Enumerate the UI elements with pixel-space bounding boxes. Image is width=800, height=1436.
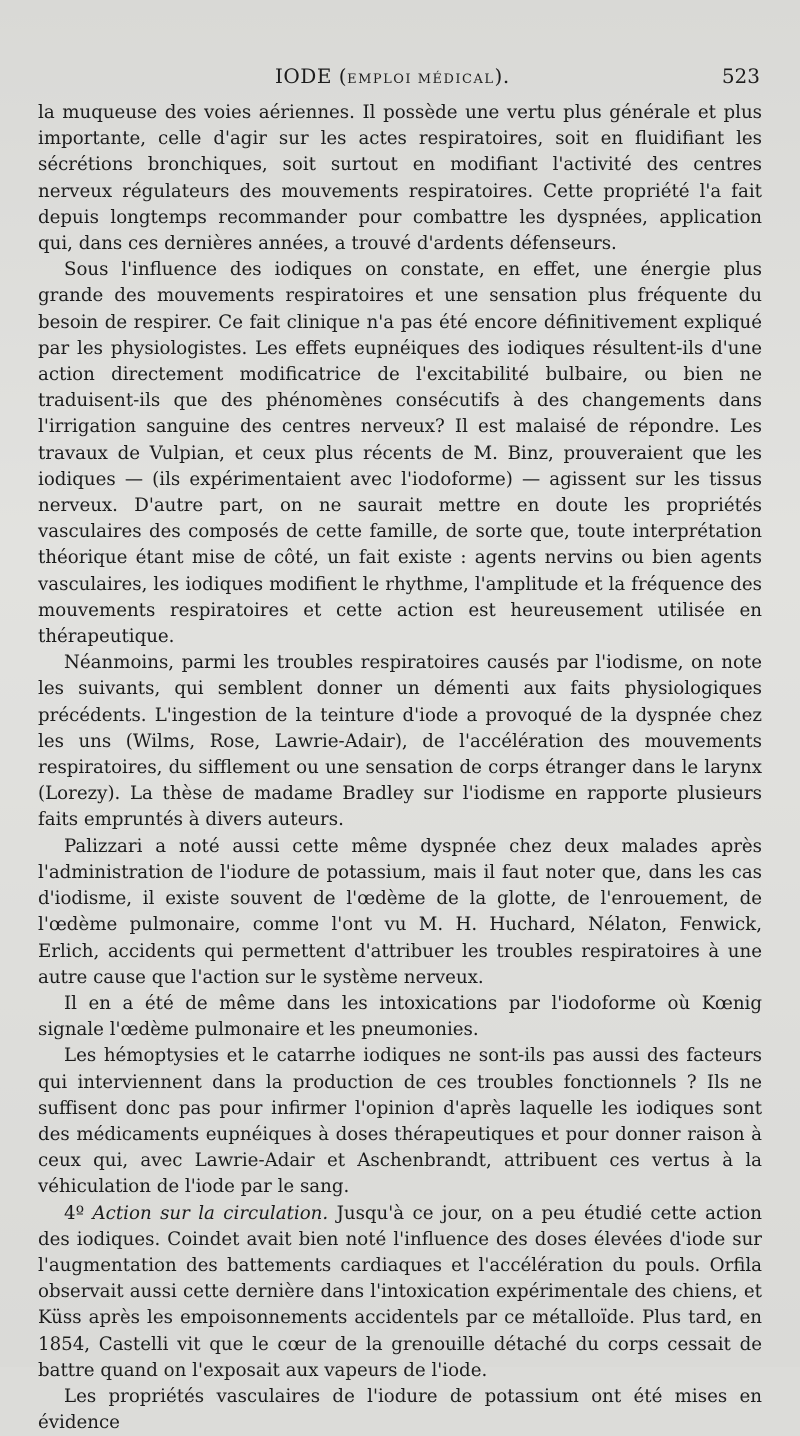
section-text: Jusqu'à ce jour, on a peu étudié cette action des iodiques. Coindet avait bien noté l'influence des doses élevées d'iode sur l'augmentation des battements cardiaques et l'accélération du pouls. Orfila observait aussi cette dernière dans l'intoxication expérimentale des chiens, et Küss après les empoisonnements accidentels par ce métalloïde. Plus tard, en 1854, Castelli vit que le cœur de la grenouille détaché du corps cessait de battre quand on l'exposait aux vapeurs de l'iode. [38,1202,762,1381]
paragraph-4: Palizzari a noté aussi cette même dyspnée chez deux malades après l'administration de l'iodure de potassium, mais il faut noter que, dans les cas d'iodisme, il existe souvent de l'œdème de la glotte, de l'enrouement, de l'œdème pulmonaire, comme l'ont vu M. H. Huchard, Nélaton, Fenwick, Erlich, accidents qui permettent d'attribuer les troubles respiratoires à une autre cause que l'action sur le système nerveux. [38,835,762,988]
paragraph-6: Les hémoptysies et le catarrhe iodiques ne sont-ils pas aussi des facteurs qui interviennent dans la production de ces troubles fonctionnels ? Ils ne suffisent donc pas pour infirmer l'opinion d'après laquelle les iodiques sont des médicaments eupnéiques à doses thérapeutiques et pour donner raison à ceux qui, avec Lawrie-Adair et Aschenbrandt, attribuent ces vertus à la véhiculation de l'iode par le sang. [38,1045,762,1198]
running-header [0,64,800,94]
paragraph-5: Il en a été de même dans les intoxications par l'iodoforme où Kœnig signale l'œdème pulmonaire et les pneumonies. [38,992,762,1041]
body-text [38,100,762,1436]
running-subtitle: EMPLOI MÉDICAL [347,72,495,87]
page-number: 523 [721,64,760,88]
section-heading: Action sur la circulation. [92,1202,329,1224]
running-title: IODE (EMPLOI MÉDICAL). [275,64,510,88]
section-number: 4º [64,1202,85,1224]
paragraph-1: la muqueuse des voies aériennes. Il possède une vertu plus générale et plus importante, celle d'agir sur les actes respiratoires, soit en fluidifiant les sécrétions bronchiques, soit surtout en modifiant l'activité des centres nerveux régulateurs des mouvements respiratoires. Cette propriété l'a fait depuis longtemps recommander pour combattre les dyspnées, application qui, dans ces dernières années, a trouvé d'ardents défenseurs. [38,102,762,255]
paragraph-2: Sous l'influence des iodiques on constate, en effet, une énergie plus grande des mouvements respiratoires et une sensation plus fréquente du besoin de respirer. Ce fait clinique n'a pas été encore définitivement expliqué par les physiologistes. Les effets eupnéiques des iodiques résultent-ils d'une action directement modificatrice de l'excitabilité bulbaire, ou bien ne traduisent-ils que des phénomènes consécutifs à des changements dans l'irrigation sanguine des centres nerveux? Il est malaisé de répondre. Les travaux de Vulpian, et ceux plus récents de M. Binz, prouveraient que les iodiques — (ils expérimentaient avec l'iodoforme) — agissent sur les tissus nerveux. D'autre part, on ne saurait mettre en doute les propriétés vasculaires des composés de cette famille, de sorte que, toute interprétation théorique étant mise de côté, un fait existe : agents nervins ou bien agents vasculaires, les iodiques modifient le rhythme, l'amplitude et la fréquence des mouvements respiratoires et cette action est heureusement utilisée en thérapeutique. [38,259,762,648]
paragraph-7 [38,1201,762,1384]
paragraph-3: Néanmoins, parmi les troubles respiratoires causés par l'iodisme, on note les suivants, qui semblent donner un démenti aux faits physiologiques précédents. L'ingestion de la teinture d'iode a provoqué de la dyspnée chez les uns (Wilms, Rose, Lawrie-Adair), de l'accélération des mouvements respiratoires, du sifflement ou une sensation de corps étranger dans le larynx (Lorezy). La thèse de madame Bradley sur l'iodisme en rapporte plusieurs faits empruntés à divers auteurs. [38,652,762,831]
paragraph-8: Les propriétés vasculaires de l'iodure de potassium ont été mises en évidence [38,1385,762,1434]
